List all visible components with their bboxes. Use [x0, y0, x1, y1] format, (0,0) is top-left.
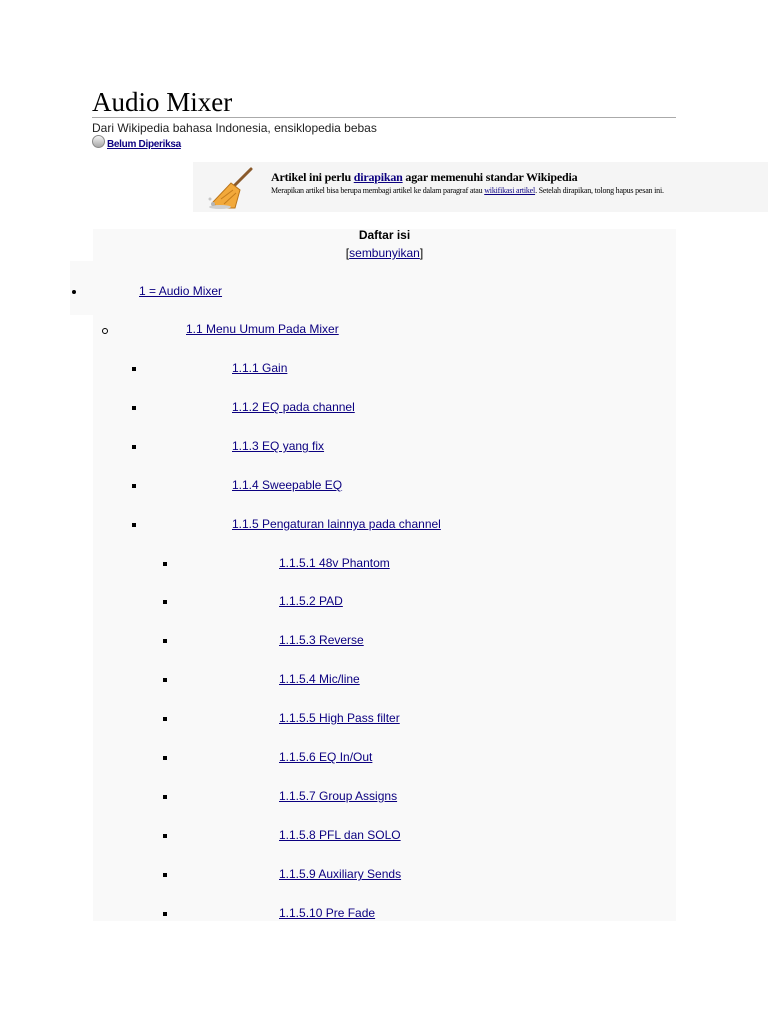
toc-bullet	[163, 834, 167, 838]
toc-toggle-bracket: [	[345, 246, 350, 260]
table-of-contents	[93, 229, 676, 921]
toc-bullet	[132, 484, 136, 488]
toc-toggle	[93, 246, 676, 260]
toc-item[interactable]: 1.1 Menu Umum Pada Mixer	[186, 322, 339, 336]
toc-bullet	[163, 756, 167, 760]
notice-body	[271, 185, 766, 196]
toc-item[interactable]: 1.1.5.2 PAD	[279, 594, 343, 608]
toc-toggle-bracket-close: ]	[419, 246, 424, 260]
toc-item[interactable]: 1.1.5.7 Group Assigns	[279, 789, 398, 803]
toc-bullet	[132, 523, 136, 527]
toc-item[interactable]: 1.1.5.5 High Pass filter	[279, 711, 400, 725]
toc-bullet	[72, 290, 76, 294]
toc-bullet	[163, 562, 167, 566]
toc-indent-strip	[70, 261, 93, 315]
toc-bullet	[163, 717, 167, 721]
toc-bullet	[163, 600, 167, 604]
notice-title-text: Artikel ini perlu	[271, 170, 354, 184]
broom-icon	[207, 166, 257, 210]
site-tagline: Dari Wikipedia bahasa Indonesia, ensiklopedia bebas	[92, 121, 377, 135]
toc-item[interactable]: 1.1.5.1 48v Phantom	[279, 556, 390, 570]
toc-bullet	[163, 639, 167, 643]
toc-item[interactable]: 1.1.2 EQ pada channel	[232, 400, 355, 414]
review-status-link[interactable]: Belum Diperiksa	[107, 139, 181, 150]
toc-bullet	[102, 328, 108, 334]
notice-title-text-end: agar memenuhi standar Wikipedia	[402, 170, 578, 184]
toc-item[interactable]: 1.1.5.3 Reverse	[279, 633, 364, 647]
toc-bullet	[163, 678, 167, 682]
toc-item[interactable]: 1.1.3 EQ yang fix	[232, 439, 325, 453]
cleanup-link[interactable]: dirapikan	[353, 170, 403, 184]
page-title: Audio Mixer	[92, 87, 233, 117]
wikify-link[interactable]: wikifikasi artikel	[484, 186, 536, 195]
toc-item[interactable]: 1.1.1 Gain	[232, 361, 288, 375]
toc-bullet	[132, 406, 136, 410]
toc-item[interactable]: 1.1.5 Pengaturan lainnya pada channel	[232, 517, 441, 531]
notice-title	[271, 170, 577, 185]
toc-bullet	[163, 795, 167, 799]
toc-item[interactable]: 1.1.4 Sweepable EQ	[232, 478, 343, 492]
review-status-icon	[92, 135, 105, 148]
toc-item[interactable]: 1.1.5.10 Pre Fade	[279, 906, 376, 920]
toc-item[interactable]: 1.1.5.4 Mic/line	[279, 672, 360, 686]
toc-bullet	[132, 445, 136, 449]
toc-bullet	[163, 873, 167, 877]
toc-item[interactable]: 1.1.5.6 EQ In/Out	[279, 750, 373, 764]
toc-item[interactable]: 1.1.5.8 PFL dan SOLO	[279, 828, 401, 842]
title-divider	[92, 117, 676, 118]
toc-title: Daftar isi	[358, 228, 411, 242]
toc-bullet	[132, 367, 136, 371]
notice-body-text: Merapikan artikel bisa berupa membagi artikel ke dalam paragraf atau	[271, 186, 485, 195]
toc-item[interactable]: 1.1.5.9 Auxiliary Sends	[279, 867, 402, 881]
toc-item[interactable]: 1 = Audio Mixer	[139, 284, 223, 298]
toc-hide-link[interactable]: sembunyikan	[349, 246, 420, 260]
toc-bullet	[163, 912, 167, 916]
cleanup-notice	[193, 162, 768, 212]
notice-body-text-end: . Setelah dirapikan, tolong hapus pesan ini.	[535, 186, 664, 195]
